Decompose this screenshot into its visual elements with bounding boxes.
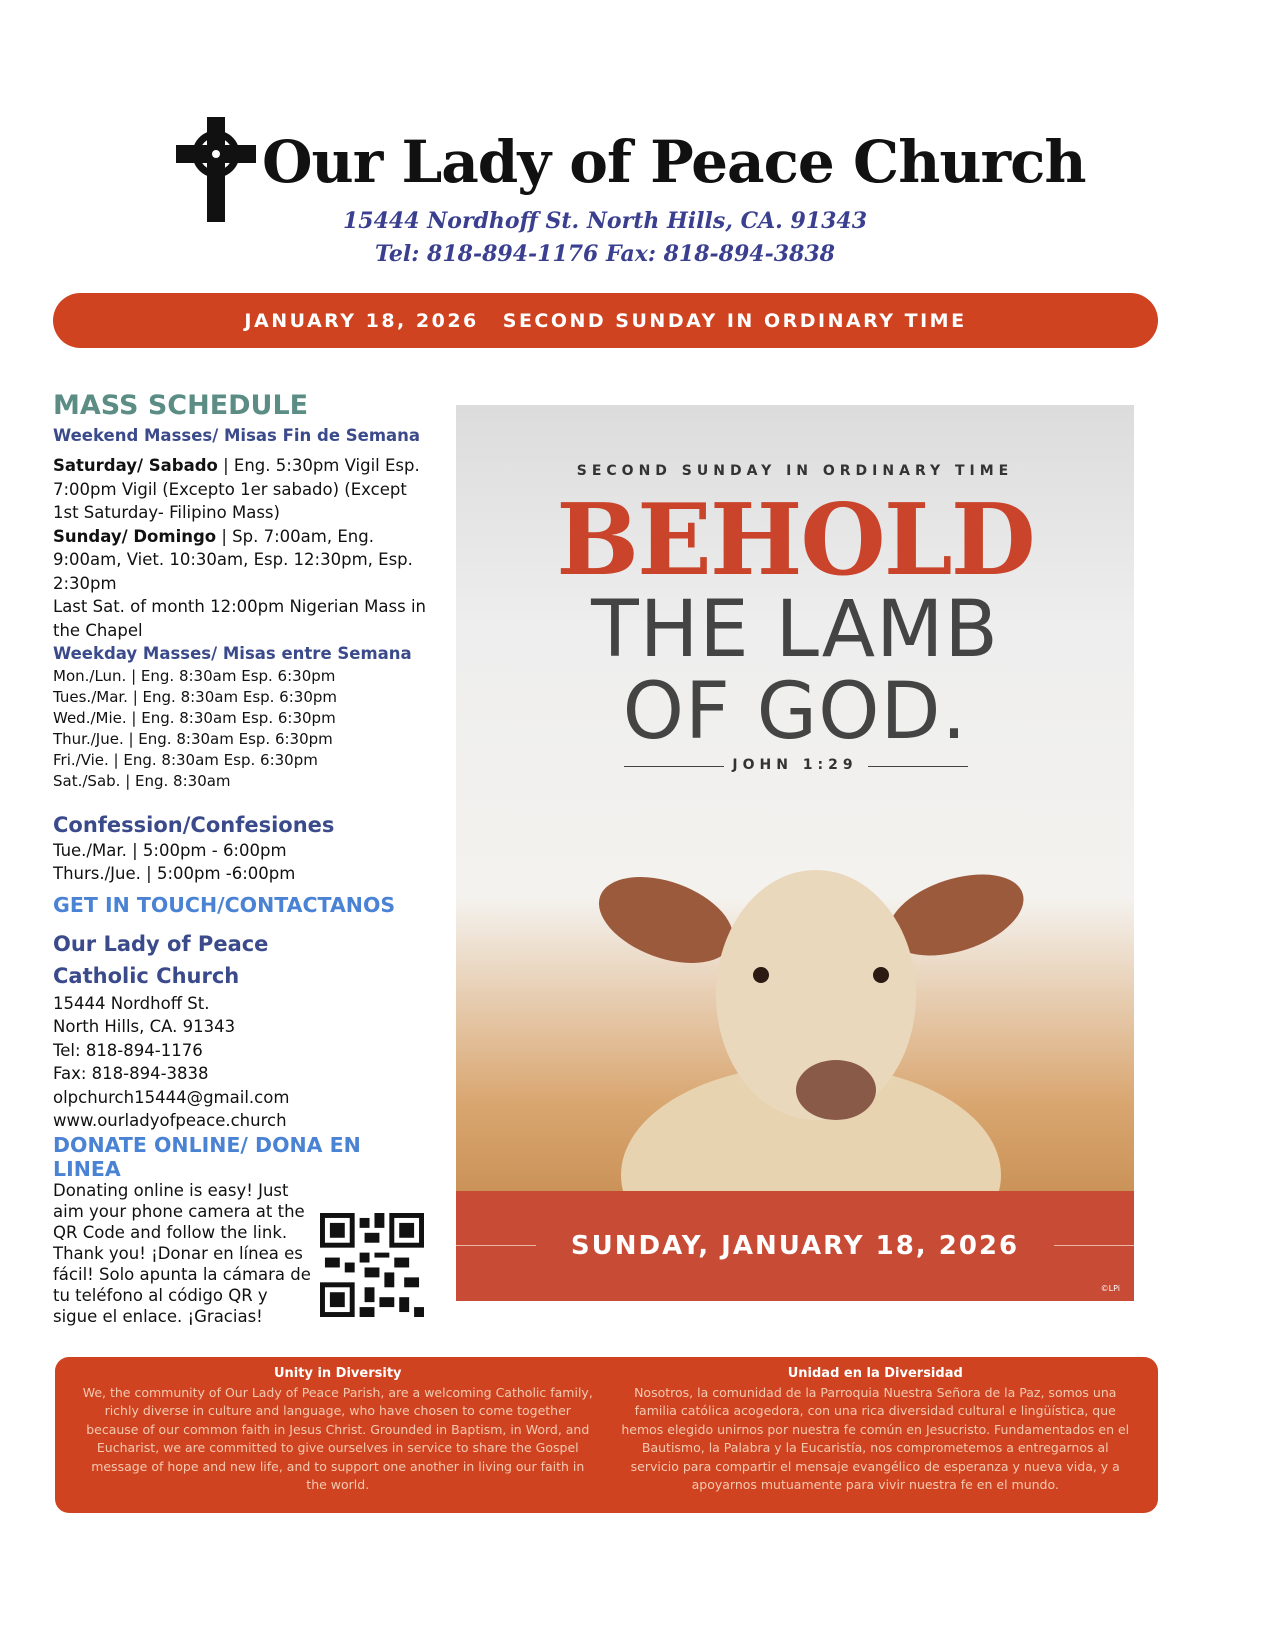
poster-credit: ©LPi (1100, 1284, 1120, 1293)
donate-text: Donating online is easy! Just aim your phone camera at the QR Code and follow the link. Thank you! ¡Donar en línea es fácil! Solo apunta la cámara de tu teléfono al código QR y sigue el enlace. ¡Gracias! (53, 1181, 311, 1326)
contact-email[interactable]: olpchurch15444@gmail.com (53, 1087, 290, 1107)
saturday-text: | Eng. 5:30pm Vigil Esp. 7:00pm Vigil (Excepto 1er sabado) (Except 1st Saturday- Filipino Mass) (53, 456, 420, 522)
poster-reference: JOHN 1:29 (732, 757, 858, 773)
contact-fax: Fax: 818-894-3838 (53, 1064, 209, 1083)
church-phone: Tel: 818-894-1176 Fax: 818-894-3838 (375, 241, 835, 267)
footer-line-left (456, 1245, 536, 1246)
donate-heading: DONATE ONLINE/ DONA EN LINEA (53, 1132, 361, 1181)
unity-english (69, 1365, 607, 1505)
church-address: 15444 Nordhoff St. North Hills, CA. 91343 (342, 208, 868, 234)
contact-website[interactable]: www.ourladyofpeace.church (53, 1111, 287, 1130)
contact-line: 15444 Nordhoff St. (53, 993, 210, 1013)
sunday-schedule (53, 525, 428, 596)
qr-code-icon[interactable] (320, 1213, 424, 1317)
weekday-item: Mon./Lun. | Eng. 8:30am Esp. 6:30pm (53, 667, 336, 685)
unity-es-title: Unidad en la Diversidad (787, 1366, 963, 1381)
unity-en-text: We, the community of Our Lady of Peace Parish, are a welcoming Catholic family, richly diverse in culture and language, who have chosen to come together because of our common faith in Jesus Christ. Grounded in Baptism, in Word, and Eucharist, we are committed to give ourselves in service to share the Gospel message of hope and new life, and to support one another in living our faith in the world. (82, 1384, 593, 1492)
contact-phone: Tel: 818-894-1176 (53, 1040, 203, 1060)
unity-banner (55, 1357, 1158, 1513)
church-title: Our Lady of Peace Church (262, 128, 1086, 196)
confession-heading: Confession/Confesiones (53, 813, 335, 837)
celtic-cross-icon (176, 117, 256, 222)
footer-line-right (1054, 1245, 1134, 1246)
weekday-item: Tues./Mar. | Eng. 8:30am Esp. 6:30pm (53, 688, 338, 706)
sunday-label: Sunday/ Domingo (53, 526, 217, 546)
last-saturday: Last Sat. of month 12:00pm Nigerian Mass in the Chapel (53, 597, 427, 640)
confession-line: Tue./Mar. | 5:00pm - 6:00pm (53, 841, 287, 860)
unity-spanish (607, 1365, 1145, 1505)
poster-date-band (456, 1191, 1134, 1301)
banner-date: JANUARY 18, 2026 (244, 309, 479, 332)
weekday-heading: Weekday Masses/ Misas entre Semana (53, 644, 412, 663)
sunday-poster (456, 405, 1134, 1301)
weekend-heading: Weekend Masses/ Misas Fin de Semana (53, 426, 421, 445)
weekday-list (53, 666, 428, 792)
sunday-text: | Sp. 7:00am, Eng. 9:00am, Viet. 10:30am, Esp. 12:30pm, Esp. 2:30pm (53, 526, 413, 593)
weekday-item: Fri./Vie. | Eng. 8:30am Esp. 6:30pm (53, 751, 318, 769)
mass-schedule-heading: MASS SCHEDULE (53, 390, 309, 421)
poster-line2: OF GOD. (622, 667, 968, 757)
unity-en-title: Unity in Diversity (273, 1366, 402, 1381)
weekday-item: Sat./Sab. | Eng. 8:30am (53, 772, 231, 790)
date-banner (53, 293, 1158, 348)
weekday-item: Wed./Mie. | Eng. 8:30am Esp. 6:30pm (53, 709, 336, 727)
weekday-item: Thur./Jue. | Eng. 8:30am Esp. 6:30pm (53, 730, 333, 748)
poster-subtitle: SECOND SUNDAY IN ORDINARY TIME (576, 463, 1014, 479)
contact-line: North Hills, CA. 91343 (53, 1017, 236, 1036)
unity-es-text: Nosotros, la comunidad de la Parroquia Nuestra Señora de la Paz, somos una familia católica acogedora, con una rica diversidad cultural e lingüística, que hemos elegido unirnos por nuestra fe común en Jesucristo. Fundamentados en el Bautismo, la Palabra y la Eucaristía, nos comprometemos a entregarnos al servicio para compartir el mensaje evangélico de esperanza y nueva vida, y a apoyarnos mutuamente para vivir nuestra fe en el mundo. (621, 1384, 1130, 1492)
poster-line1: THE LAMB (591, 585, 999, 675)
divider-right (868, 766, 968, 767)
contact-heading: GET IN TOUCH/CONTACTANOS (53, 892, 396, 917)
poster-date: SUNDAY, JANUARY 18, 2026 (570, 1231, 1020, 1261)
left-column (53, 388, 428, 1181)
church-name-2: Catholic Church (53, 963, 240, 988)
lamb-image (596, 855, 1026, 1195)
saturday-label: Saturday/ Sabado (53, 456, 218, 475)
poster-behold: BEHOLD (556, 483, 1034, 598)
church-name-1: Our Lady of Peace (53, 931, 269, 956)
banner-occasion: SECOND SUNDAY IN ORDINARY TIME (502, 309, 967, 332)
confession-line: Thurs./Jue. | 5:00pm -6:00pm (53, 864, 296, 883)
saturday-schedule (53, 454, 428, 525)
